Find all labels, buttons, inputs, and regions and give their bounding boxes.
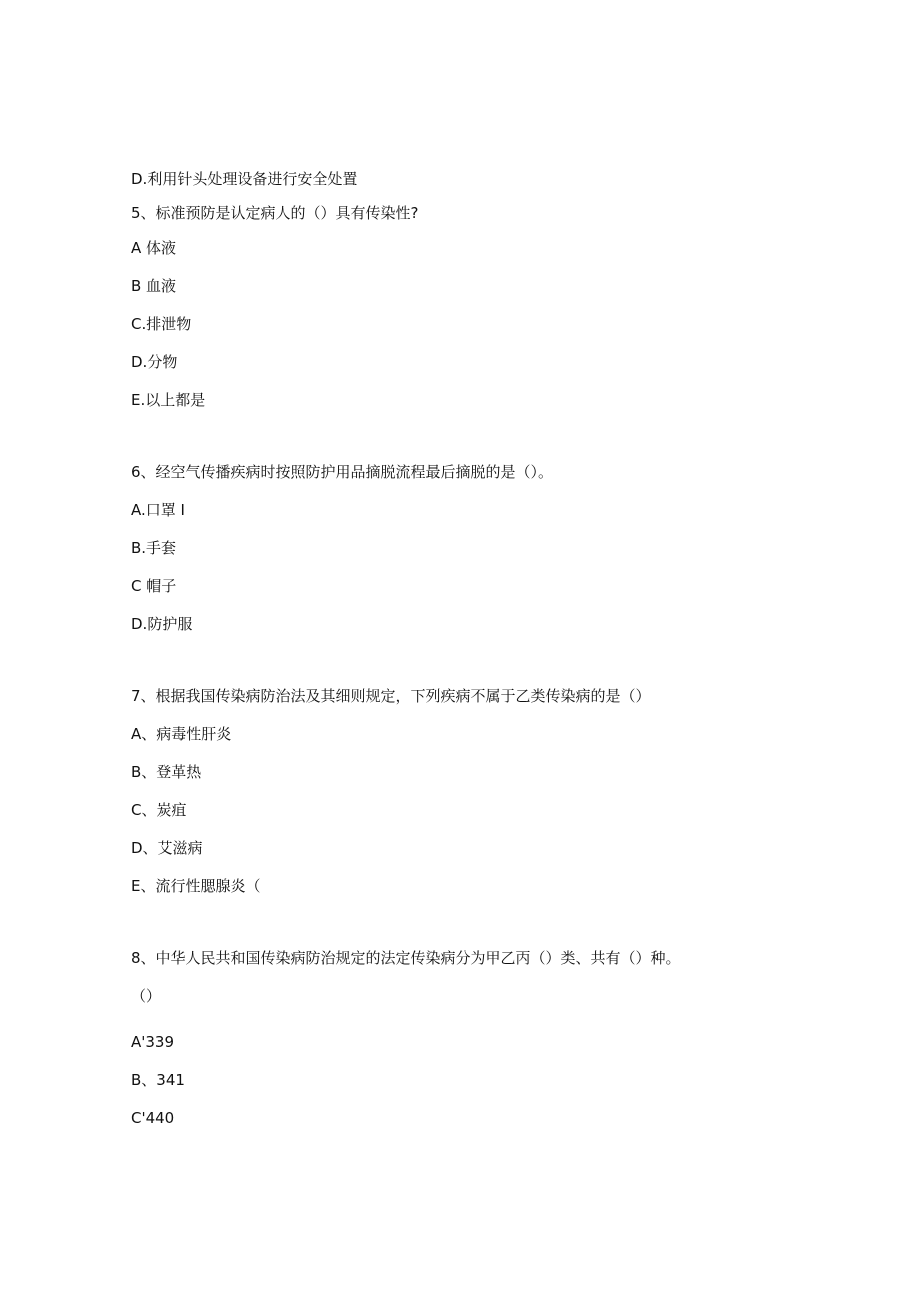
q6-option-d: D.防护服 [131,615,193,633]
q7-option-b: B、登革热 [131,763,202,781]
q6-option-a: A.口罩 I [131,501,185,519]
q8-option-a: A'339 [131,1033,175,1051]
q6-stem: 6、经空气传播疾病时按照防护用品摘脱流程最后摘脱的是（）。 [131,463,554,481]
q8-option-b: B、341 [131,1071,185,1089]
q8-stem-continuation: （） [131,987,162,1005]
q6-option-b: B.手套 [131,539,177,557]
q7-option-a: A、病毒性肝炎 [131,725,232,743]
q4-option-d: D.利用针头处理设备进行安全处置 [131,170,358,188]
q7-option-d: D、艾滋病 [131,839,203,857]
q5-option-e: E.以上都是 [131,391,206,409]
q8-stem: 8、中华人民共和国传染病防治规定的法定传染病分为甲乙丙（）类、共有（）种。 [131,949,681,967]
q8-option-c: C'440 [131,1109,175,1127]
q7-option-c: C、炭疽 [131,801,187,819]
q5-option-c: C.排泄物 [131,315,192,333]
q5-option-d: D.分物 [131,353,178,371]
q6-option-c: C 帽子 [131,577,177,595]
q5-stem: 5、标准预防是认定病人的（）具有传染性? [131,204,419,222]
q7-option-e: E、流行性腮腺炎（ [131,877,261,895]
q7-stem: 7、根据我国传染病防治法及其细则规定，下列疾病不属于乙类传染病的是（） [131,687,651,705]
q5-option-a: A 体液 [131,239,177,257]
q5-option-b: B 血液 [131,277,177,295]
